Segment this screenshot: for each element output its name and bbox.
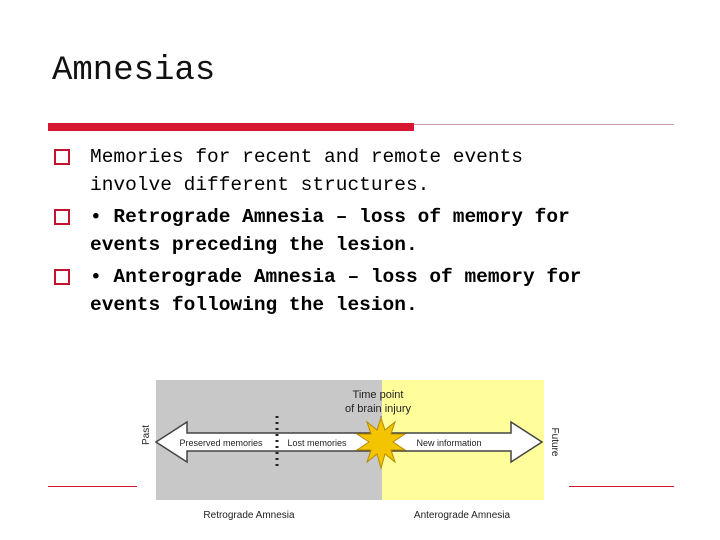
bullet-line: events following the lesion. xyxy=(90,294,418,316)
future-label: Future xyxy=(549,427,560,457)
bullet-item xyxy=(54,203,694,259)
bullet-line: • Anterograde Amnesia – loss of memory for xyxy=(90,266,582,288)
timeline-svg xyxy=(137,358,569,536)
brain-injury-label: of brain injury xyxy=(344,403,412,415)
past-label: Past xyxy=(141,424,152,446)
bullet-line: events preceding the lesion. xyxy=(90,234,418,256)
bullet-item xyxy=(54,143,694,199)
title-accent-bar xyxy=(48,123,414,131)
lost-memories-label: Lost memories xyxy=(287,438,347,448)
bullet-line: involve different structures. xyxy=(90,174,430,196)
preserved-memories-label: Preserved memories xyxy=(179,438,263,448)
bullet-list xyxy=(54,143,694,323)
bullet-line: • Retrograde Amnesia – loss of memory for xyxy=(90,206,570,228)
bullet-line: Memories for recent and remote events xyxy=(90,146,523,168)
footer-line-right xyxy=(569,486,674,487)
slide-title: Amnesias xyxy=(52,52,216,90)
new-information-label: New information xyxy=(416,438,482,448)
amnesia-timeline-diagram xyxy=(137,358,569,536)
time-point-label: Time point xyxy=(352,389,404,401)
bullet-square-icon xyxy=(54,149,70,165)
anterograde-amnesia-label: Anterograde Amnesia xyxy=(413,510,511,521)
bullet-square-icon xyxy=(54,209,70,225)
bullet-item xyxy=(54,263,694,319)
footer-line-left xyxy=(48,486,140,487)
retrograde-amnesia-label: Retrograde Amnesia xyxy=(203,510,295,521)
bullet-square-icon xyxy=(54,269,70,285)
